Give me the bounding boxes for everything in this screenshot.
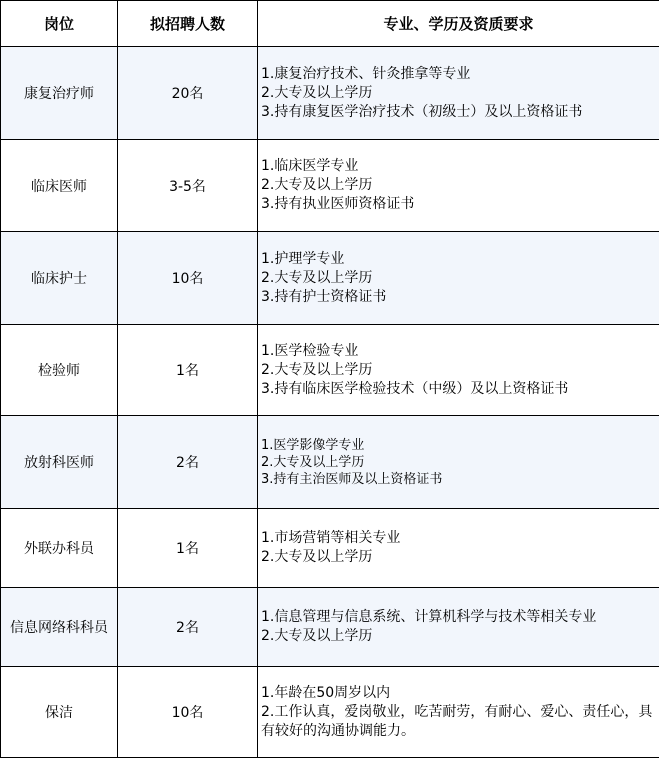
requirements-cell <box>258 140 659 232</box>
requirements-cell <box>258 667 659 758</box>
requirement-line: 3.持有主治医师及以上资格证书 <box>261 471 443 487</box>
position-cell: 外联办科员 <box>1 509 118 588</box>
requirement-line: 2.大专及以上学历 <box>261 454 365 470</box>
table-row <box>1 509 659 588</box>
requirement-line: 2.大专及以上学历 <box>261 549 373 565</box>
requirement-line: 3.持有临床医学检验技术（中级）及以上资格证书 <box>261 380 569 397</box>
count-cell: 10名 <box>118 667 258 758</box>
requirements-cell <box>258 588 659 667</box>
count-cell: 3-5名 <box>118 140 258 232</box>
table-row <box>1 47 659 140</box>
position-cell: 放射科医师 <box>1 416 118 509</box>
requirements-cell <box>258 509 659 588</box>
count-cell: 1名 <box>118 325 258 416</box>
requirement-line: 2.大专及以上学历 <box>261 177 373 193</box>
position-cell: 临床医师 <box>1 140 118 232</box>
table-row <box>1 588 659 667</box>
table-row <box>1 416 659 509</box>
requirement-line: 1.临床医学专业 <box>261 158 359 174</box>
requirement-line: 2.大专及以上学历 <box>261 361 373 378</box>
table-row <box>1 232 659 325</box>
header-row <box>1 1 659 47</box>
requirement-line: 1.医学影像学专业 <box>261 437 365 453</box>
header-requirements: 专业、学历及资质要求 <box>258 1 659 47</box>
requirement-line: 2.工作认真，爱岗敬业，吃苦耐劳，有耐心、爱心、责任心，具有较好的沟通协调能力。 <box>261 703 653 739</box>
requirement-line: 1.护理学专业 <box>261 250 345 267</box>
requirement-line: 1.年龄在50周岁以内 <box>261 684 391 701</box>
requirement-line: 3.持有康复医学治疗技术（初级士）及以上资格证书 <box>261 103 583 120</box>
header-position: 岗位 <box>1 1 118 47</box>
requirements-cell <box>258 232 659 325</box>
position-cell: 康复治疗师 <box>1 47 118 140</box>
requirements-cell <box>258 47 659 140</box>
position-cell: 检验师 <box>1 325 118 416</box>
requirements-cell <box>258 416 659 509</box>
requirement-line: 2.大专及以上学历 <box>261 269 373 286</box>
count-cell: 2名 <box>118 416 258 509</box>
position-cell: 临床护士 <box>1 232 118 325</box>
count-cell: 10名 <box>118 232 258 325</box>
position-cell: 信息网络科科员 <box>1 588 118 667</box>
requirement-line: 1.信息管理与信息系统、计算机科学与技术等相关专业 <box>261 609 597 625</box>
table-row <box>1 325 659 416</box>
count-cell: 1名 <box>118 509 258 588</box>
requirements-cell <box>258 325 659 416</box>
requirement-line: 2.大专及以上学历 <box>261 84 373 101</box>
count-cell: 20名 <box>118 47 258 140</box>
table-row <box>1 140 659 232</box>
requirement-line: 3.持有执业医师资格证书 <box>261 196 415 212</box>
requirement-line: 1.市场营销等相关专业 <box>261 530 401 546</box>
requirement-line: 1.医学检验专业 <box>261 342 359 359</box>
requirement-line: 1.康复治疗技术、针灸推拿等专业 <box>261 65 471 82</box>
table-row <box>1 667 659 758</box>
requirement-line: 2.大专及以上学历 <box>261 628 373 644</box>
requirement-line: 3.持有护士资格证书 <box>261 288 387 305</box>
header-count: 拟招聘人数 <box>118 1 258 47</box>
position-cell: 保洁 <box>1 667 118 758</box>
count-cell: 2名 <box>118 588 258 667</box>
